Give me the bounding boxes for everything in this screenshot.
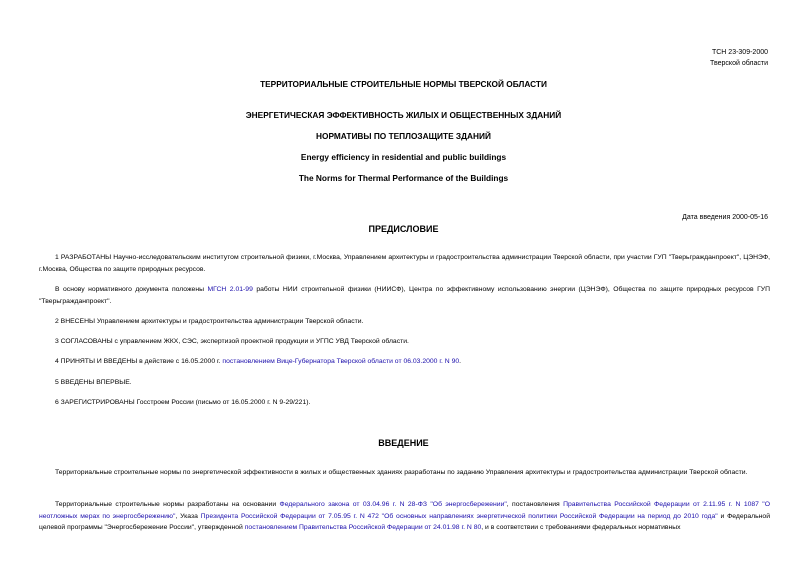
p9-text-b: , постановления xyxy=(506,501,564,508)
intro-heading: ВВЕДЕНИЕ xyxy=(378,438,429,448)
p9-text-a: Территориальные строительные нормы разработаны на основании xyxy=(55,501,280,508)
title-en-line-2: The Norms for Thermal Performance of the Buildings xyxy=(298,173,509,183)
preface-paragraph-3: 2 ВНЕСЕНЫ Управлением архитектуры и градостроительства администрации Тверской области. xyxy=(55,318,364,325)
title-en-line-1: Energy efficiency in residential and public buildings xyxy=(300,152,507,162)
intro-date: Дата введения 2000-05-16 xyxy=(682,214,768,221)
p5-text-a: 4 ПРИНЯТЫ И ВВЕДЕНЫ в действие с 16.05.2000 г. xyxy=(55,358,223,365)
preface-paragraph-6: 5 ВВЕДЕНЫ ВПЕРВЫЕ. xyxy=(55,379,132,386)
government-decree-80-link[interactable]: постановлением Правительства Российской Федерации от 24.01.98 г. N 80 xyxy=(244,524,482,531)
government-decree-1087-link[interactable]: Правительства Российской Федерации от 2.11.95 г. N 1087 "О неотложных мерах по энергосбережению" xyxy=(39,501,771,520)
p9-text-c: , Указа xyxy=(175,512,201,520)
mgsn-link[interactable]: МГСН 2.01-99 xyxy=(207,286,253,293)
document-code: ТСН 23-309-2000 xyxy=(711,49,768,56)
preface-paragraph-5 xyxy=(39,356,770,368)
main-title: ТЕРРИТОРИАЛЬНЫЕ СТРОИТЕЛЬНЫЕ НОРМЫ ТВЕРСКОЙ ОБЛАСТИ xyxy=(260,79,547,89)
intro-paragraph-1: Территориальные строительные нормы по энергетической эффективности в жилых и общественных зданиях разработаны по заданию Управления архитектуры и градостроительства администрации Тверской области. xyxy=(55,469,748,476)
intro-paragraph-2 xyxy=(39,499,770,534)
p2-text-b: работы НИИ строительной физики (НИИСФ), Центра по эффективному использованию энергии (ЦЭНЭФ), Общества по защите природных ресурсов ГУП "Тверьгражданпроект". xyxy=(39,286,770,305)
p5-text-b: . xyxy=(459,358,462,365)
p2-text-a: В основу нормативного документа положены xyxy=(55,286,208,293)
title-ru-line-1: ЭНЕРГЕТИЧЕСКАЯ ЭФФЕКТИВНОСТЬ ЖИЛЫХ И ОБЩЕСТВЕННЫХ ЗДАНИЙ xyxy=(245,110,562,120)
document-region: Тверской области xyxy=(710,60,768,67)
preface-paragraph-1: 1 РАЗРАБОТАНЫ Научно-исследовательским институтом строительной физики, г.Москва, Управлением архитектуры и градостроительства администрации Тверской области, при участии ГУП "Тверьгражданпроект", ЦЭНЭФ, г.Москва, Общества по защите природных ресурсов. xyxy=(39,254,770,273)
p9-text-e: , и в соответствии с требованиями федеральных нормативных xyxy=(481,524,681,531)
preface-paragraph-7: 6 ЗАРЕГИСТРИРОВАНЫ Госстроем России (письмо от 16.05.2000 г. N 9-29/221). xyxy=(55,399,311,406)
preface-paragraph-4: 3 СОГЛАСОВАНЫ с управлением ЖКХ, СЭС, экспертизой проектной продукции и УГПС УВД Тверской области. xyxy=(55,338,409,345)
preface-heading: ПРЕДИСЛОВИЕ xyxy=(368,224,439,234)
preface-paragraph-2 xyxy=(39,284,770,307)
p9-text-d: и Федеральной целевой программы "Энергосбережение России", утвержденной xyxy=(39,512,771,531)
document-code-block xyxy=(710,47,768,69)
resolution-link[interactable]: постановлением Вице-Губернатора Тверской области от 06.03.2000 г. N 90 xyxy=(222,358,460,365)
title-ru-line-2: НОРМАТИВЫ ПО ТЕПЛОЗАЩИТЕ ЗДАНИЙ xyxy=(316,131,491,141)
energy-law-link[interactable]: Федерального закона от 03.04.96 г. N 28-ФЗ "Об энергосбережении" xyxy=(279,501,507,508)
president-decree-472-link[interactable]: Президента Российской Федерации от 7.05.95 г. N 472 "Об основных направлениях энергетической политики Российской Федерации на период до 2010 года" xyxy=(200,512,718,520)
